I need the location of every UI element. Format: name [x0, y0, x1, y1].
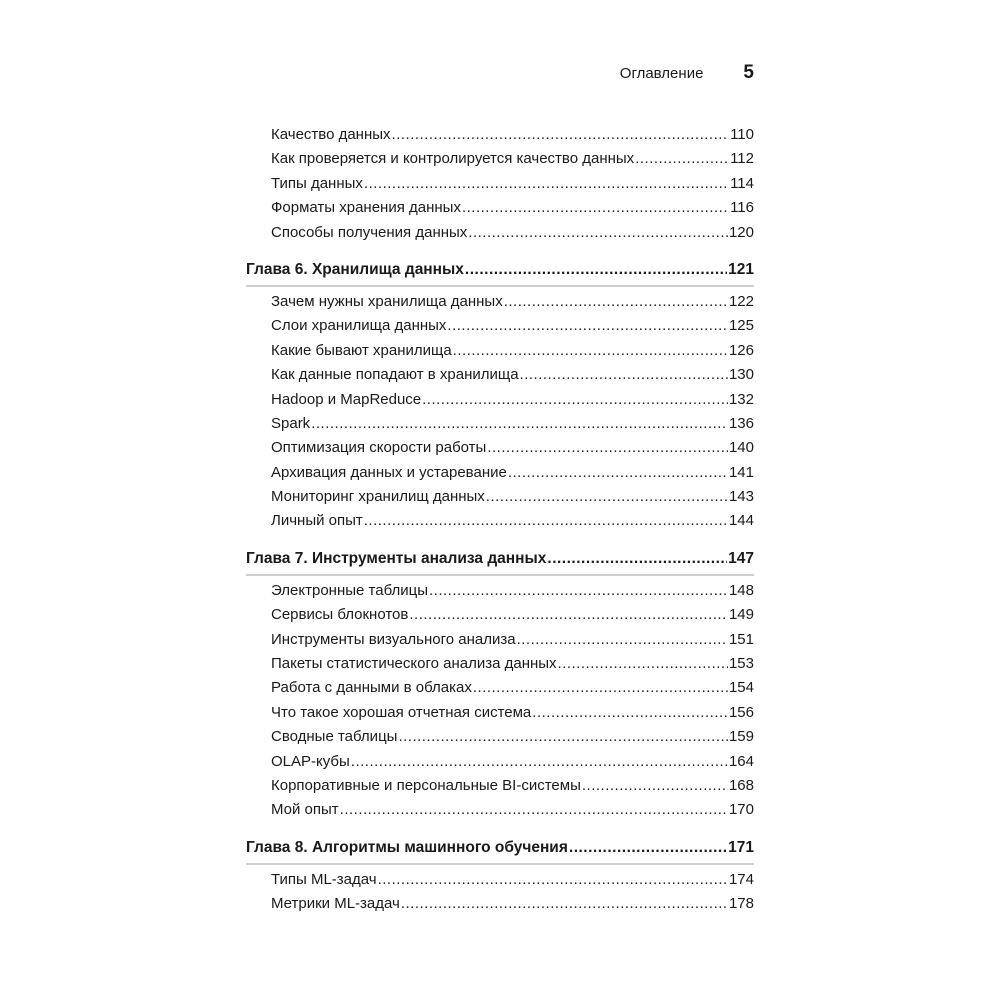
section-title: Метрики ML-задач: [271, 895, 400, 913]
entry-page-number: 174: [728, 870, 754, 888]
entry-page-number: 144: [728, 512, 754, 530]
section-title: Качество данных: [271, 126, 391, 143]
section-title: Что такое хорошая отчетная система: [271, 703, 532, 721]
toc-section-entry: [246, 342, 754, 366]
toc-section-entry: [246, 150, 754, 174]
dot-leader: [517, 631, 728, 648]
section-title: Мой опыт: [271, 801, 339, 819]
toc-section-entry: [246, 415, 754, 439]
toc-section-entry: [246, 777, 754, 801]
dot-leader: [351, 753, 728, 770]
toc-section-entry: [246, 655, 754, 679]
toc-section-entry: [246, 895, 754, 919]
toc-section-entry: [246, 293, 754, 317]
chapter-title: Глава 7. Инструменты анализа данных: [246, 549, 547, 567]
section-title: Работа с данными в облаках: [271, 679, 472, 697]
entry-page-number: 125: [728, 317, 754, 335]
toc-section-entry: [246, 512, 754, 536]
section-title: Типы ML-задач: [271, 870, 377, 888]
entry-page-number: 130: [728, 366, 754, 384]
toc-chapter-entry: [246, 550, 754, 572]
entry-page-number: 151: [728, 630, 754, 648]
section-title: Spark: [271, 414, 311, 432]
dot-leader: [422, 391, 728, 408]
toc-section-entry: [246, 464, 754, 488]
entry-page-number: 159: [728, 728, 754, 746]
chapter-title: Глава 8. Алгоритмы машинного обучения: [246, 838, 568, 856]
entry-page-number: 132: [728, 390, 754, 408]
section-title: Инструменты визуального анализа: [271, 630, 516, 648]
entry-page-number: 112: [730, 150, 754, 168]
toc-section-entry: [246, 126, 754, 150]
section-title: Архивация данных и устаревание: [271, 463, 507, 481]
chapter-spacer: [246, 248, 754, 261]
toc-section-entry: [246, 199, 754, 223]
dot-leader: [429, 582, 728, 599]
dot-leader: [558, 655, 728, 672]
section-title: Какие бывают хранилища: [271, 341, 452, 359]
dot-leader: [520, 366, 728, 383]
toc-section-entry: [246, 728, 754, 752]
dot-leader: [447, 317, 728, 334]
chapter-spacer: [246, 537, 754, 550]
dot-leader: [486, 488, 728, 505]
section-title: Hadoop и MapReduce: [271, 390, 422, 408]
dot-leader: [473, 679, 728, 696]
dot-leader: [547, 550, 727, 568]
toc-section-entry: [246, 801, 754, 825]
section-title: Сводные таблицы: [271, 728, 398, 746]
book-page: [246, 0, 754, 1000]
entry-page-number: 178: [728, 895, 754, 913]
section-title: Электронные таблицы: [271, 581, 428, 599]
entry-page-number: 141: [728, 463, 754, 481]
chapter-divider: [246, 574, 754, 576]
entry-page-number: 120: [728, 223, 754, 241]
running-head: [620, 62, 754, 84]
entry-page-number: 143: [728, 488, 754, 506]
dot-leader: [311, 415, 728, 432]
toc-section-entry: [246, 224, 754, 248]
toc-section-entry: [246, 317, 754, 341]
running-head-title: Оглавление: [619, 65, 704, 82]
section-title: Как проверяется и контролируется качество данных: [271, 150, 635, 168]
toc-section-entry: [246, 582, 754, 606]
entry-page-number: 110: [730, 126, 754, 143]
dot-leader: [468, 224, 728, 241]
entry-page-number: 164: [728, 752, 754, 770]
entry-page-number: 126: [728, 341, 754, 359]
entry-page-number: 154: [728, 679, 754, 697]
entry-page-number: 148: [728, 581, 754, 599]
toc-section-entry: [246, 679, 754, 703]
dot-leader: [364, 175, 729, 192]
entry-page-number: 147: [728, 549, 754, 567]
chapter-divider: [246, 863, 754, 865]
dot-leader: [569, 839, 727, 857]
toc-chapter-entry: [246, 261, 754, 283]
section-title: Слои хранилища данных: [271, 317, 447, 335]
entry-page-number: 121: [728, 260, 754, 278]
chapter-block: [246, 839, 754, 920]
entry-page-number: 122: [728, 292, 754, 310]
section-title: Форматы хранения данных: [271, 199, 461, 217]
section-title: Способы получения данных: [271, 223, 468, 241]
section-title: Личный опыт: [271, 512, 363, 530]
toc-section-entry: [246, 631, 754, 655]
toc-section-entry: [246, 871, 754, 895]
toc-section-entry: [246, 439, 754, 463]
dot-leader: [504, 293, 728, 310]
toc-section-entry: [246, 488, 754, 512]
entry-page-number: 149: [728, 606, 754, 624]
entry-page-number: 153: [728, 655, 754, 673]
section-title: Зачем нужны хранилища данных: [271, 292, 503, 310]
page-number: 5: [743, 62, 754, 83]
chapter-block: [246, 550, 754, 826]
entry-page-number: 114: [730, 174, 754, 192]
dot-leader: [465, 261, 727, 279]
section-title: Как данные попадают в хранилища: [271, 366, 519, 384]
dot-leader: [401, 895, 728, 912]
dot-leader: [364, 512, 728, 529]
chapter-title: Глава 6. Хранилища данных: [246, 260, 464, 278]
dot-leader: [532, 704, 728, 721]
section-title: Оптимизация скорости работы: [271, 439, 487, 457]
entry-page-number: 171: [728, 838, 754, 856]
section-title: OLAP-кубы: [271, 752, 350, 770]
entry-page-number: 140: [728, 439, 754, 457]
chapter-block: [246, 261, 754, 537]
dot-leader: [582, 777, 728, 794]
dot-leader: [392, 126, 730, 143]
dot-leader: [487, 439, 728, 456]
dot-leader: [508, 464, 728, 481]
section-title: Корпоративные и персональные BI-системы: [271, 776, 581, 794]
toc-section-entry: [246, 175, 754, 199]
table-of-contents: [246, 126, 754, 920]
toc-section-entry: [246, 366, 754, 390]
dot-leader: [409, 606, 728, 623]
section-title: Типы данных: [271, 174, 363, 192]
section-title: Мониторинг хранилищ данных: [271, 488, 485, 506]
dot-leader: [340, 801, 728, 818]
toc-section-entry: [246, 391, 754, 415]
dot-leader: [462, 199, 729, 216]
entry-page-number: 170: [728, 801, 754, 819]
toc-section-entry: [246, 704, 754, 728]
section-title: Сервисы блокнотов: [271, 606, 409, 624]
dot-leader: [635, 150, 729, 167]
dot-leader: [378, 871, 728, 888]
toc-chapter-entry: [246, 839, 754, 861]
entry-page-number: 116: [730, 199, 754, 217]
dot-leader: [398, 728, 728, 745]
toc-section-entry: [246, 606, 754, 630]
chapter-divider: [246, 285, 754, 287]
dot-leader: [453, 342, 728, 359]
section-title: Пакеты статистического анализа данных: [271, 655, 557, 673]
entry-page-number: 156: [728, 703, 754, 721]
toc-section-entry: [246, 753, 754, 777]
chapter-spacer: [246, 826, 754, 839]
entry-page-number: 168: [728, 776, 754, 794]
entry-page-number: 136: [728, 414, 754, 432]
